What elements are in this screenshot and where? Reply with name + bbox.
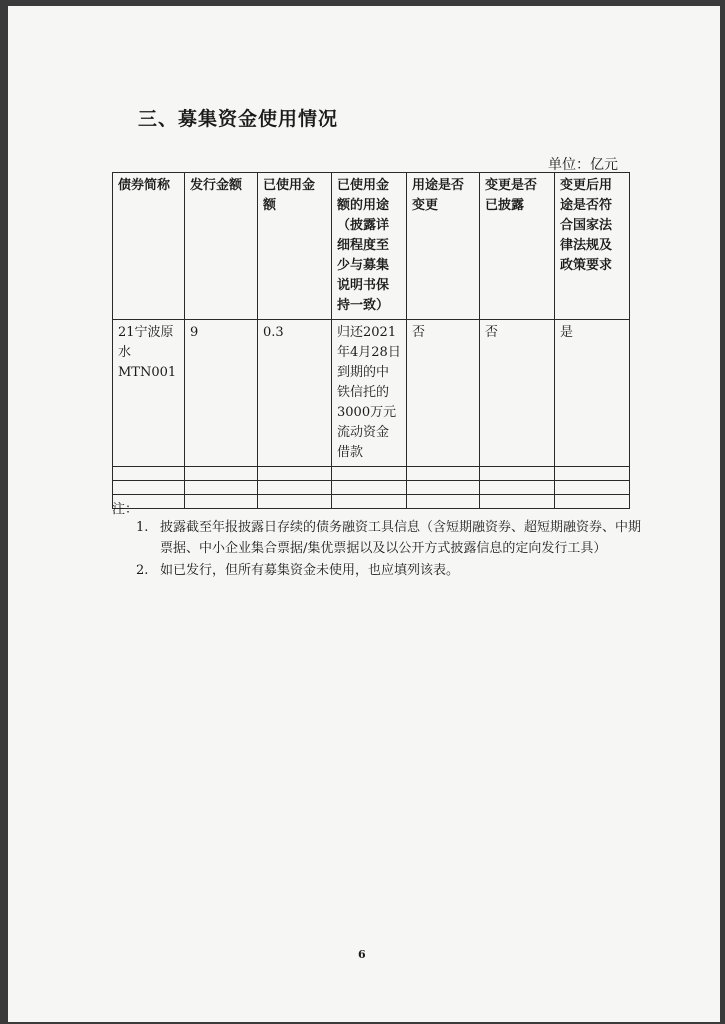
empty-table-row: [113, 467, 630, 481]
note-item: [136, 517, 641, 559]
fund-usage-table: [112, 172, 630, 509]
note-item: [136, 560, 641, 581]
header-bond-abbr: 债券简称: [113, 173, 185, 320]
header-issue-amount: 发行金额: [185, 173, 258, 320]
note-number: 1.: [136, 520, 149, 535]
page-number: 6: [358, 948, 366, 961]
header-compliance: 变更后用途是否符合国家法律法规及政策要求: [555, 173, 630, 320]
header-used-amount: 已使用金额: [258, 173, 332, 320]
table-row: [113, 320, 630, 467]
document-page: [8, 6, 720, 1022]
empty-table-row: [113, 495, 630, 509]
note-text: 如已发行，但所有募集资金未使用，也应填列该表。: [160, 563, 460, 578]
note-number: 2.: [136, 563, 149, 578]
unit-label: 单位：亿元: [548, 157, 618, 173]
cell-used-purpose: 归还2021年4月28日到期的中铁信托的3000万元流动资金借款: [332, 320, 407, 467]
cell-compliance: 是: [555, 320, 630, 467]
cell-purpose-changed: 否: [407, 320, 480, 467]
note-text: 披露截至年报披露日存续的债务融资工具信息（含短期融资券、超短期融资券、中期票据、中小企业集合票据/集优票据以及以公开方式披露信息的定向发行工具）: [160, 520, 642, 556]
header-change-disclosed: 变更是否已披露: [480, 173, 555, 320]
section-title: 三、募集资金使用情况: [138, 108, 339, 130]
cell-used-amount: 0.3: [258, 320, 332, 467]
header-purpose-changed: 用途是否变更: [407, 173, 480, 320]
empty-table-row: [113, 481, 630, 495]
cell-change-disclosed: 否: [480, 320, 555, 467]
header-used-purpose: 已使用金额的用途（披露详细程度至少与募集说明书保持一致）: [332, 173, 407, 320]
notes-label: 注：: [112, 502, 139, 517]
table-header-row: [113, 173, 630, 320]
cell-issue-amount: 9: [185, 320, 258, 467]
notes-list: [136, 517, 641, 582]
cell-bond-abbr: 21宁波原水MTN001: [113, 320, 185, 467]
